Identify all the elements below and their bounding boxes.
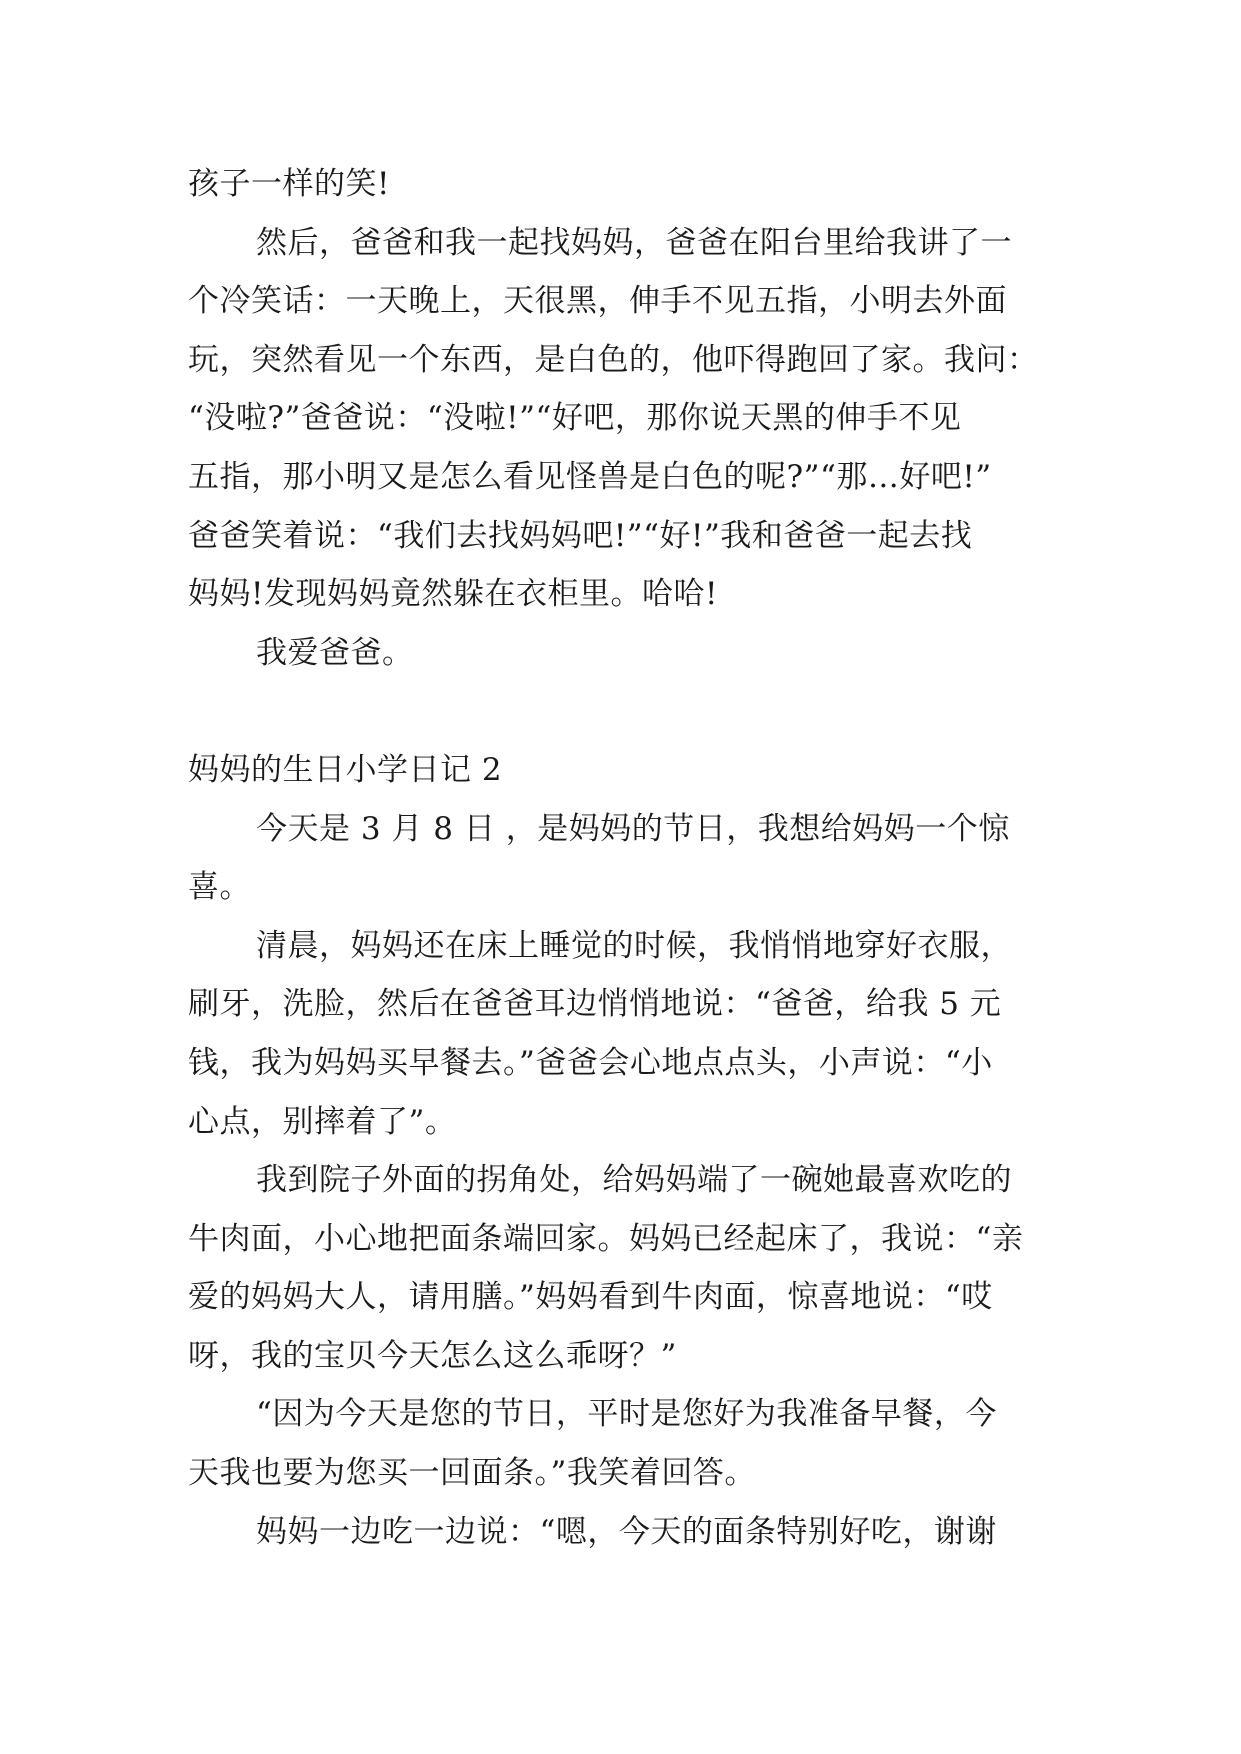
paragraph-line: 玩，突然看见一个东西，是白色的，他吓得跑回了家。我问： <box>188 341 1039 378</box>
section-title: 妈妈的生日小学日记 2 <box>188 751 503 788</box>
paragraph-line: 我到院子外面的拐角处，给妈妈端了一碗她最喜欢吃的 <box>256 1162 1012 1199</box>
paragraph-line: 爱的妈妈大人，请用膳。”妈妈看到牛肉面，惊喜地说：“哎 <box>188 1279 993 1316</box>
paragraph-line: 妈妈!发现妈妈竟然躲在衣柜里。哈哈! <box>188 576 718 613</box>
paragraph-line: 个冷笑话：一天晚上，天很黑，伸手不见五指，小明去外面 <box>188 283 1007 320</box>
paragraph-line: 今天是 3 月 8 日 ，是妈妈的节日，我想给妈妈一个惊 <box>256 810 1010 847</box>
paragraph-line: 然后，爸爸和我一起找妈妈，爸爸在阳台里给我讲了一 <box>256 224 1012 261</box>
paragraph-line: “因为今天是您的节日，平时是您好为我准备早餐，今 <box>256 1396 997 1433</box>
paragraph-line: 妈妈一边吃一边说：“嗯，今天的面条特别好吃，谢谢 <box>256 1513 997 1550</box>
paragraph-line: 我爱爸爸。 <box>256 634 414 671</box>
paragraph-line: 刷牙，洗脸，然后在爸爸耳边悄悄地说：“爸爸，给我 5 元 <box>188 986 1002 1023</box>
paragraph-line: 呀，我的宝贝今天怎么这么乖呀？” <box>188 1337 677 1374</box>
paragraph-line: “没啦?”爸爸说：“没啦!”“好吧，那你说天黑的伸手不见 <box>188 400 962 437</box>
paragraph-line: 五指，那小明又是怎么看见怪兽是白色的呢?”“那…好吧!” <box>188 458 992 495</box>
document-body <box>188 155 1058 1561</box>
section-spacer <box>188 682 1058 741</box>
paragraph-line: 孩子一样的笑! <box>188 166 390 202</box>
paragraph-line: 喜。 <box>188 869 251 906</box>
paragraph-line: 牛肉面，小心地把面条端回家。妈妈已经起床了，我说：“亲 <box>188 1220 1024 1257</box>
paragraph-line: 天我也要为您买一回面条。”我笑着回答。 <box>188 1455 756 1492</box>
paragraph-line: 清晨，妈妈还在床上睡觉的时候，我悄悄地穿好衣服， <box>256 927 1012 964</box>
paragraph-line: 钱，我为妈妈买早餐去。”爸爸会心地点点头，小声说：“小 <box>188 1044 993 1081</box>
paragraph-line: 爸爸笑着说：“我们去找妈妈吧!”“好!”我和爸爸一起去找 <box>188 517 973 554</box>
paragraph-line: 心点，别摔着了”。 <box>188 1103 457 1140</box>
